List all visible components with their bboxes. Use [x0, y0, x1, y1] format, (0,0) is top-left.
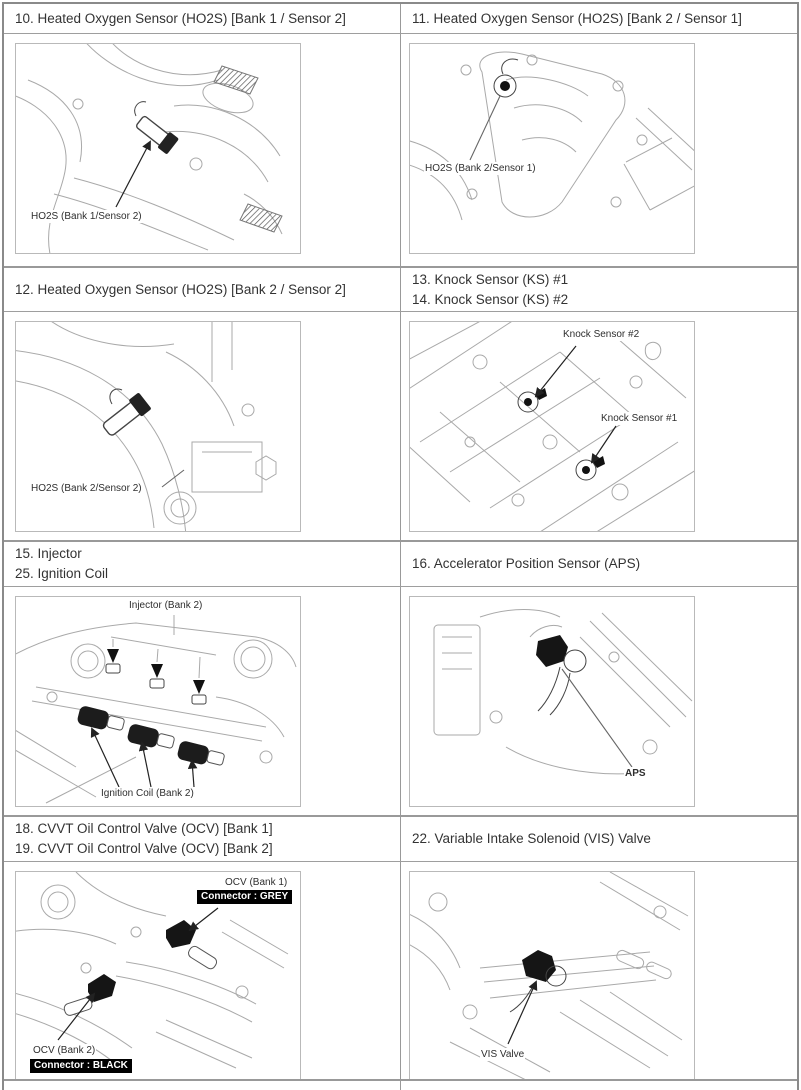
- figure-injector-ignition-coil: [15, 596, 301, 807]
- cell-figure-ho2s-b1s2: [4, 34, 401, 266]
- cell-figure-ocv: [4, 862, 401, 1079]
- figure-label-ho2s-b1s2: HO2S (Bank 1/Sensor 2): [31, 211, 142, 222]
- cell-figure-injector-coil: [4, 587, 401, 815]
- cell-title: 16. Accelerator Position Sensor (APS): [412, 556, 641, 571]
- cell-title-line-1: 13. Knock Sensor (KS) #1: [412, 271, 569, 287]
- partial-row-5: [4, 1081, 797, 1090]
- cell-header-13-14: [401, 268, 797, 311]
- figure-label-ignition-coil: Ignition Coil (Bank 2): [101, 788, 194, 799]
- partial-cell-left: [4, 1081, 401, 1090]
- cell-header-12: [4, 268, 401, 311]
- figure-vis-valve: [409, 871, 695, 1079]
- cell-title-line-1: 18. CVVT Oil Control Valve (OCV) [Bank 1]: [15, 821, 273, 836]
- cell-title-line-2: 25. Ignition Coil: [15, 566, 109, 581]
- figure-row-4: [4, 862, 797, 1081]
- figure-label-aps: APS: [625, 768, 646, 779]
- cell-title-line-1: 15. Injector: [15, 546, 82, 561]
- cell-header-16: [401, 542, 797, 586]
- engine-diagram-aps: [410, 597, 694, 806]
- engine-diagram-ho2s-b2s2: [16, 322, 300, 531]
- engine-diagram-ho2s-b2s1: [410, 44, 694, 253]
- header-row-2: [4, 268, 797, 312]
- cell-figure-vis: [401, 862, 797, 1079]
- partial-cell-right: [401, 1081, 797, 1090]
- cell-figure-ho2s-b2s2: [4, 312, 401, 540]
- header-row-3: [4, 542, 797, 587]
- figure-ocv-valves: [15, 871, 301, 1079]
- figure-label-injector: Injector (Bank 2): [129, 600, 203, 611]
- figure-ho2s-bank2-sensor1: [409, 43, 695, 254]
- figure-label-ho2s-b2s1: HO2S (Bank 2/Sensor 1): [425, 163, 536, 174]
- cell-title: 10. Heated Oxygen Sensor (HO2S) [Bank 1 / Sensor 2]: [15, 10, 346, 26]
- component-location-table: [2, 2, 799, 1090]
- cell-title: 12. Heated Oxygen Sensor (HO2S) [Bank 2 / Sensor 2]: [15, 281, 346, 297]
- cell-figure-knock-sensors: [401, 312, 797, 540]
- cell-header-18-19: [4, 817, 401, 861]
- engine-diagram-vis: [410, 872, 694, 1079]
- cell-header-15-25: [4, 542, 401, 586]
- figure-badge-connector-black: Connector : BLACK: [30, 1059, 132, 1073]
- engine-diagram-knock-sensors: [410, 322, 694, 531]
- figure-badge-connector-grey: Connector : GREY: [197, 890, 292, 904]
- figure-ho2s-bank2-sensor2: [15, 321, 301, 532]
- figure-label-ocv-bank2: OCV (Bank 2): [33, 1045, 96, 1056]
- cell-header-10: [4, 4, 401, 33]
- figure-row-1: [4, 34, 797, 268]
- header-row-1: [4, 4, 797, 34]
- figure-label-knock-sensor-2: Knock Sensor #2: [563, 329, 640, 340]
- cell-header-22: [401, 817, 797, 861]
- figure-knock-sensors: [409, 321, 695, 532]
- figure-ho2s-bank1-sensor2: [15, 43, 301, 254]
- cell-title: 22. Variable Intake Solenoid (VIS) Valve: [412, 831, 651, 846]
- figure-label-vis-valve: VIS Valve: [481, 1049, 525, 1060]
- cell-title-line-2: 19. CVVT Oil Control Valve (OCV) [Bank 2]: [15, 841, 273, 856]
- header-row-4: [4, 817, 797, 862]
- figure-aps: [409, 596, 695, 807]
- cell-figure-ho2s-b2s1: [401, 34, 797, 266]
- figure-label-knock-sensor-1: Knock Sensor #1: [601, 413, 678, 424]
- figure-label-ocv-bank1: OCV (Bank 1): [225, 877, 288, 888]
- cell-figure-aps: [401, 587, 797, 815]
- figure-label-ho2s-b2s2: HO2S (Bank 2/Sensor 2): [31, 483, 142, 494]
- figure-row-3: [4, 587, 797, 817]
- figure-row-2: [4, 312, 797, 542]
- engine-diagram-injector-coil: [16, 597, 300, 806]
- cell-title: 11. Heated Oxygen Sensor (HO2S) [Bank 2 / Sensor 1]: [412, 10, 742, 26]
- cell-title-line-2: 14. Knock Sensor (KS) #2: [412, 291, 569, 307]
- cell-header-11: [401, 4, 797, 33]
